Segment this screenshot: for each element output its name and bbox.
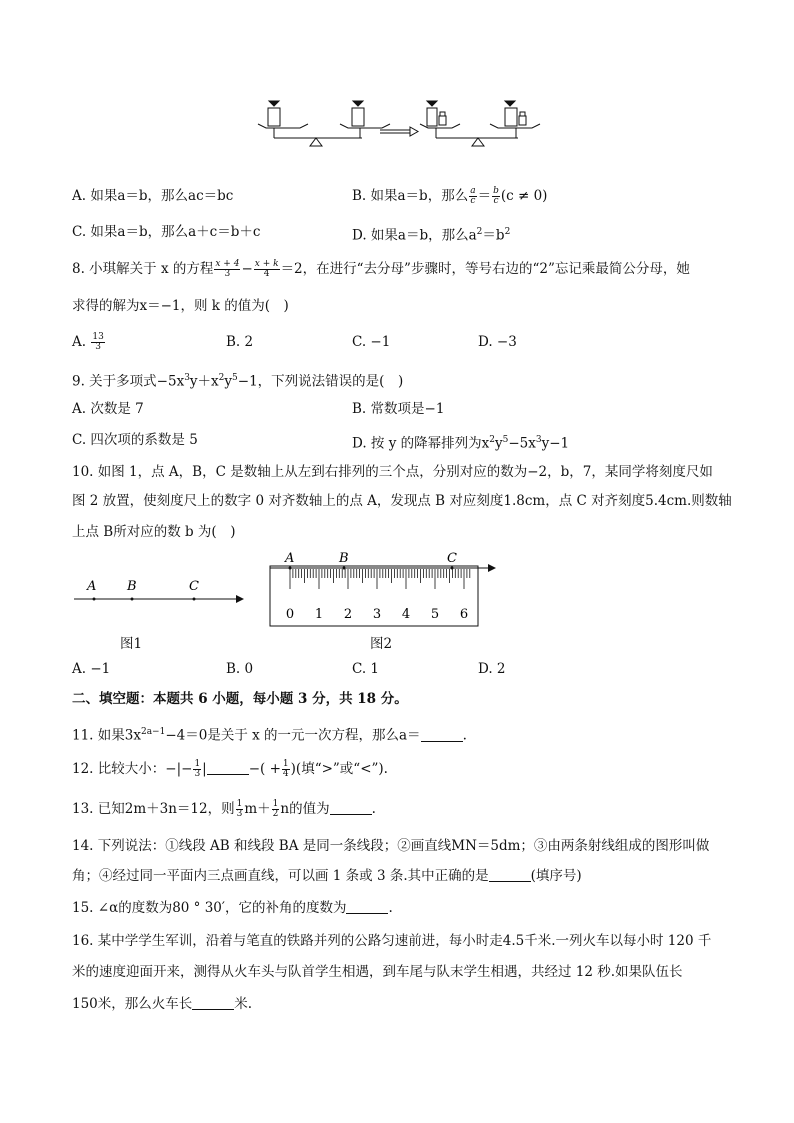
q8-pre: 8. 小琪解关于 x 的方程	[72, 261, 214, 277]
q8-a-num: 13	[92, 332, 104, 342]
q10-stem-line3: 上点 B所对应的数 b 为( )	[72, 524, 236, 540]
q14-answer-blank[interactable]	[489, 867, 531, 882]
q13-pre: 13. 已知2m＋3n＝12，则	[72, 801, 235, 817]
q7-b-eq: ＝	[477, 188, 492, 204]
q10-option-b: B. 0	[226, 661, 254, 677]
q14-post: (填序号)	[530, 868, 582, 884]
q7-option-b	[352, 186, 547, 206]
q10-stem-line2: 图 2 放置，使刻度尺上的数字 0 对齐数轴上的点 A，发现点 B 对应刻度1.8cm，点 C 对齐刻度5.4cm.则数轴	[72, 493, 732, 509]
q12-frac2	[282, 760, 290, 779]
q15-pre: 15. ∠α的度数为80 ° 30′，它的补角的度数为	[72, 900, 347, 916]
fig2-label-a: A	[285, 551, 295, 566]
q13-answer-blank[interactable]	[330, 800, 372, 815]
section2-header	[72, 689, 408, 709]
q9-option-b: B. 常数项是−1	[352, 401, 445, 417]
q7-option-d	[352, 222, 510, 246]
q8-f1-num: x + 4	[215, 259, 240, 269]
q13-mid: m＋	[244, 801, 271, 817]
q7-b-num1: a	[470, 186, 476, 196]
q7-b-frac2	[492, 187, 500, 206]
q16-pre: 150米，那么火车长	[72, 996, 193, 1012]
q11	[72, 722, 467, 746]
q9-pre: 9. 关于多项式−5x	[72, 373, 185, 390]
q12-n1: 1	[194, 759, 201, 769]
q14-line2	[72, 866, 582, 886]
q7-b-den1: c	[470, 196, 476, 206]
q13-end: .	[371, 801, 376, 817]
q8-a-label: A.	[72, 334, 87, 350]
q8-f2-den: 4	[263, 269, 270, 279]
q13-d1: 3	[236, 809, 243, 819]
q12-frac1	[193, 760, 201, 779]
figure2-ruler	[264, 548, 504, 630]
q7-b-frac1	[469, 187, 476, 206]
q7-d-text: D. 如果a＝b，那么a	[352, 227, 477, 244]
balance-scale-diagram	[250, 96, 550, 152]
q8-option-c: C. −1	[352, 334, 391, 350]
q9-d-m1: y	[494, 435, 503, 452]
ruler-ticks	[290, 569, 470, 589]
q14-line1: 14. 下列说法：①线段 AB 和线段 BA 是同一条线段；②画直线MN＝5dm；③由两条射线组成的图形叫做	[72, 838, 710, 854]
q8-frac1	[214, 260, 240, 279]
q8-a-den: 3	[95, 342, 101, 352]
q8-minus: −	[241, 261, 253, 277]
q9-option-a: A. 次数是 7	[72, 401, 144, 417]
fig1-label-c: C	[189, 579, 199, 594]
q8-option-b: B. 2	[226, 334, 254, 350]
q9-sup3: 5	[232, 373, 238, 383]
q11-pre: 11. 如果3x	[72, 727, 141, 744]
q13-frac1	[236, 800, 244, 819]
q12-n2: 1	[282, 759, 289, 769]
q7-b-num2: b	[493, 186, 499, 196]
ruler-label: 6	[459, 607, 469, 622]
q13-d2: 2	[272, 809, 279, 819]
q9-d-sup1: 2	[489, 435, 495, 445]
fig2-label-c: C	[447, 551, 457, 566]
q9-d-sup3: 3	[535, 435, 542, 445]
q9-stem	[72, 368, 403, 392]
section2-prefix: 二、填空题：	[72, 691, 153, 707]
fig1-caption: 图1	[120, 636, 143, 652]
ruler-label: 0	[285, 607, 295, 622]
q7-option-a: A. 如果a＝b，那么ac＝bc	[72, 188, 234, 204]
q16-line2: 米的速度迎面开来，测得从火车头与队首学生相遇，到车尾与队末学生相遇，共经过 12 秒.如果队伍长	[72, 964, 683, 980]
ruler-label: 5	[430, 607, 440, 622]
q12-d1: 3	[194, 769, 201, 779]
q16-answer-blank[interactable]	[192, 995, 234, 1010]
q7-b-text: B. 如果a＝b，那么	[352, 188, 469, 204]
q13-frac2	[272, 800, 280, 819]
q11-post: −4＝0是关于 x 的一元一次方程，那么a＝	[165, 727, 421, 744]
fig2-label-b: B	[339, 551, 349, 566]
figure1-number-line	[72, 574, 252, 614]
q10-stem-line1: 10. 如图 1，点 A，B，C 是数轴上从左到右排列的三个点，分别对应的数为−2，b，7，某同学将刻度尺如	[72, 464, 713, 480]
ruler-label: 3	[372, 607, 382, 622]
q9-option-d	[352, 430, 569, 454]
q15	[72, 898, 393, 918]
q9-sup1: 3	[184, 373, 190, 383]
q12-mid2: −( +	[248, 761, 281, 777]
ruler-label: 4	[401, 607, 411, 622]
q8-option-a	[72, 332, 106, 352]
q8-frac2	[254, 260, 280, 279]
q11-answer-blank[interactable]	[421, 727, 463, 742]
q12-post: )(填“>”或“<”).	[290, 761, 388, 777]
ruler-label: 1	[314, 607, 324, 622]
q15-answer-blank[interactable]	[346, 899, 388, 914]
q12	[72, 759, 388, 779]
fig2-caption: 图2	[370, 636, 393, 652]
ruler-label: 2	[343, 607, 353, 622]
q12-d2: 4	[282, 769, 289, 779]
fig1-label-a: A	[87, 579, 97, 594]
q7-b-den2: c	[493, 196, 499, 206]
q10-option-a: A. −1	[72, 661, 111, 677]
q10-option-d: D. 2	[478, 661, 506, 677]
q8-stem-line2: 求得的解为x＝−1，则 k 的值为( )	[72, 298, 289, 314]
q8-stem-line1	[72, 259, 690, 279]
q9-m1: y＋x	[189, 373, 219, 390]
q16-line1: 16. 某中学学生军训，沿着与笔直的铁路并列的公路匀速前进，每小时走4.5千米.一列火车以每小时 120 千	[72, 933, 712, 949]
q7-b-cond: (c ≠ 0)	[500, 188, 548, 204]
q9-d-post: y−1	[541, 435, 570, 452]
q13-post: n的值为	[280, 801, 330, 817]
q16-line3	[72, 994, 252, 1014]
q13	[72, 799, 376, 819]
q16-post: 米.	[234, 996, 253, 1012]
q13-n1: 1	[236, 799, 243, 809]
q9-post: −1，下列说法错误的是( )	[237, 373, 404, 390]
q12-answer-blank[interactable]	[207, 760, 249, 775]
q7-option-c: C. 如果a＝b，那么a＋c＝b＋c	[72, 224, 261, 240]
q7-d-sup1: 2	[476, 227, 483, 237]
fig1-label-b: B	[127, 579, 137, 594]
q14-pre: 角；④经过同一平面内三点画直线，可以画 1 条或 3 条.其中正确的是	[72, 868, 489, 884]
q9-m2: y	[224, 373, 233, 390]
q8-a-frac	[91, 333, 104, 352]
q11-end: .	[462, 727, 467, 744]
ruler-labels	[286, 607, 468, 622]
q8-f1-den: 3	[224, 269, 231, 279]
q9-d-pre: D. 按 y 的降幂排列为x	[352, 435, 490, 452]
q9-d-m2: −5x	[508, 435, 536, 452]
q7-d-sup2: 2	[504, 227, 511, 237]
q9-sup2: 2	[218, 373, 225, 383]
q13-n2: 1	[272, 799, 279, 809]
q10-option-c: C. 1	[352, 661, 380, 677]
q12-mid: |	[202, 761, 207, 777]
q8-option-d: D. −3	[478, 334, 517, 350]
q15-end: .	[388, 900, 393, 916]
q8-post: ＝2，在进行“去分母”步骤时，等号右边的“2”忘记乘最简公分母，她	[280, 261, 690, 277]
q9-d-sup2: 5	[502, 435, 509, 445]
q11-sup: 2a−1	[140, 727, 166, 737]
q9-option-c: C. 四次项的系数是 5	[72, 432, 198, 448]
section2-text: 本题共 6 小题，每小题 3 分，共 18 分。	[153, 691, 408, 707]
q7-d-mid: ＝b	[482, 227, 505, 244]
q12-pre: 12. 比较大小：−|−	[72, 761, 193, 777]
q8-f2-num: x + k	[254, 259, 279, 269]
